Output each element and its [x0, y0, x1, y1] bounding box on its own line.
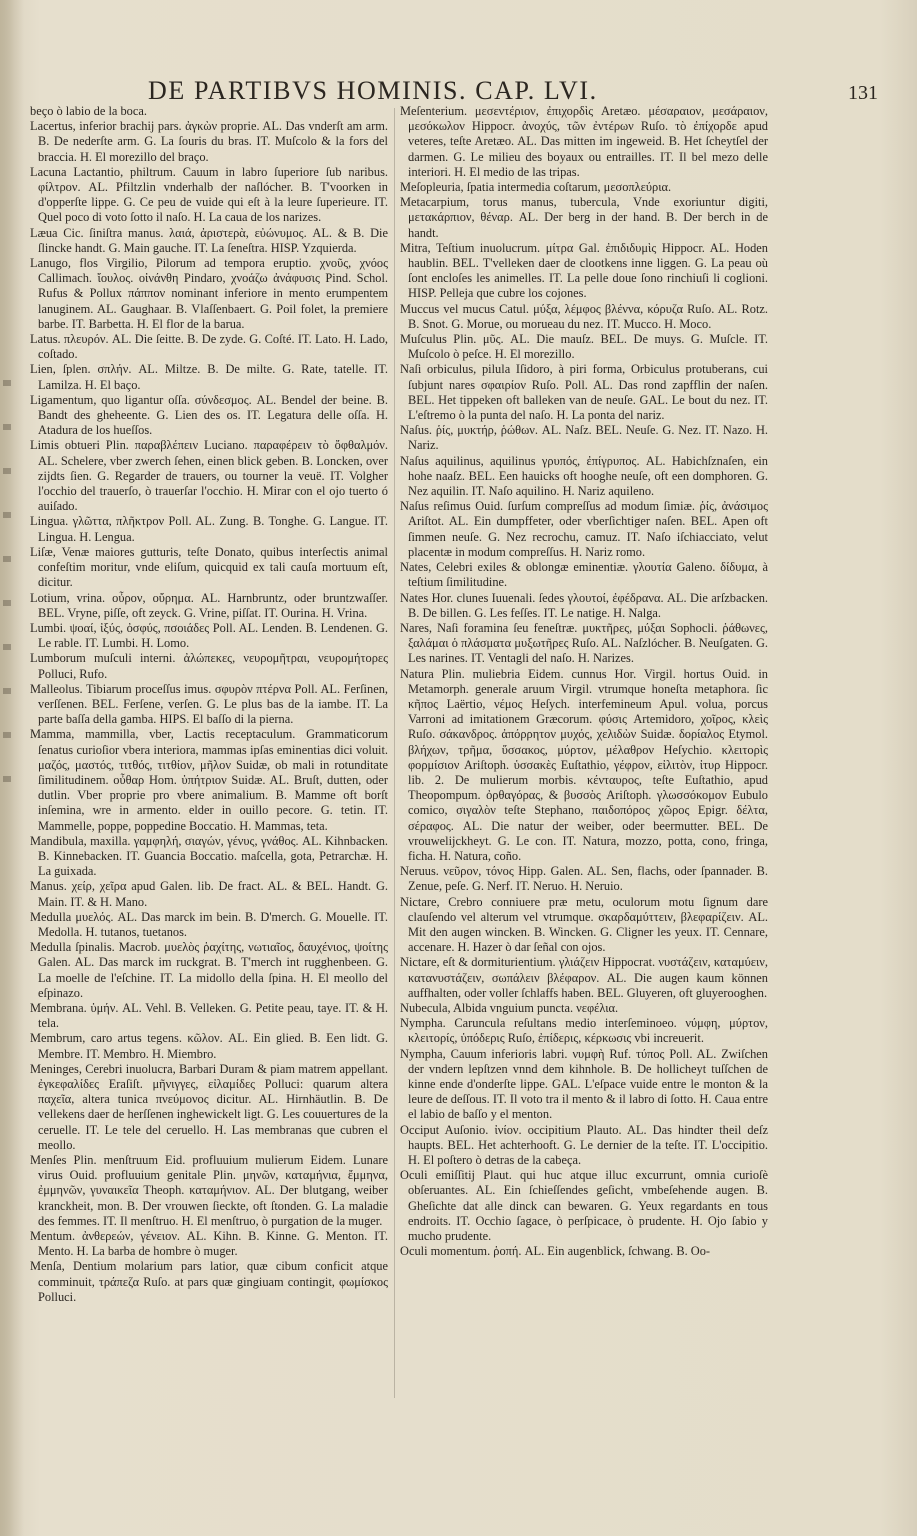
- dictionary-entry: Menſa, Dentium molarium pars latior, quæ cibum conficit atque comminuit, τράπεζα Ruſo. at pars quæ gingiuam contingit, φωμίσκος Polluci.: [30, 1259, 388, 1304]
- column-divider: [394, 108, 395, 1398]
- dictionary-entry: Læua Cic. ſiniſtra manus. λαιά, ἀριστερὰ, εὐώνυμος. AL. & B. Die ſlincke handt. G. Main gauche. IT. La ſeneſtra. HISP. Yzquierda.: [30, 225, 388, 255]
- left-margin-fragments: [0, 380, 14, 1080]
- dictionary-entry: Occiput Auſonio. ἰνίον. occipitium Plauto. AL. Das hindter theil deſz haupts. BEL. Het achterhooft. G. Le dernier de la teſte. IT. L'occipitio. H. El poſtero ò detras de la cabeça.: [400, 1122, 768, 1168]
- dictionary-entry: Nympha. Caruncula reſultans medio interſeminoeo. νύμφη, μύρτον, κλειτορίς, ὑπόδερις Ruſo, ἐπίδερις, κέρκωσις vbi increuerit.: [400, 1016, 768, 1046]
- dictionary-entry: Nubecula, Albida vnguium puncta. νεφέλια.: [400, 1000, 619, 1015]
- dictionary-entry: Nates, Celebri exiles & oblongæ eminentiæ. γλουτία Galeno. δίδυμα, à teſtium ſimilitudine.: [400, 560, 768, 590]
- dictionary-entry: Meninges, Cerebri inuolucra, Barbari Duram & piam matrem appellant. ἐγκεφαλίδες Eraſiſt. μῆνιγγες, εἰλαμίδες Polluci: quarum altera παχεῖα, altera tunica πνεύμονος dicitur. AL. Hirnhäutlin. B. De vellekens daer de herſſenen inghewickelt ligt. G. Les couuertures de la ceruelle. IT. Le tele del ceruello. H. Las membranas que cubren el meollo.: [30, 1061, 388, 1152]
- dictionary-entry: Naſus aquilinus, aquilinus γρυπός, ἐπίγρυπος. AL. Habichſznaſen, ein hohe naaſz. BEL. Een hauicks oft hooghe neuſe, oft een domphoren. G. Nez aquilin. IT. Naſo aquilino. H. Nariz aquileno.: [400, 453, 768, 499]
- running-title: DE PARTIBVS HOMINIS. CAP. LVI.: [148, 76, 598, 105]
- dictionary-entry: Mandibula, maxilla. γαμφηλή, σιαγών, γένυς, γνάθος. AL. Kihnbacken. B. Kinnebacken. IT. Guancia Boccatio. maſcella, gota, Petrarchæ. H. La guixada.: [30, 833, 388, 879]
- dictionary-entry: Medulla ſpinalis. Macrob. μυελὸς ῥαχίτης, νωτιαῖος, δαυχένιος, ψοίτης Galen. AL. Das marck im ruckgrat. B. T'merch int rugghenbeen. G. La moelle de l'eſchine. IT. La midollo della ſpina. H. El meollo del eſpinazo.: [30, 940, 388, 1000]
- dictionary-entry: Limis obtueri Plin. παραβλέπειν Luciano. παραφέρειν τὸ ὄφθαλμόν. AL. Schelere, vber zwerch ſehen, einen blick geben. B. Loncken, over zijdts ſien. G. Regarder de trauers, ou tourner la veuë. IT. Volgher l'occhio del trauerſo, ò trauerſar l'occhio. H. Mirar con el ojo tuerto ó auiſado.: [30, 438, 388, 514]
- dictionary-entry: Manus. χείρ, χεῖρα apud Galen. lib. De fract. AL. & BEL. Handt. G. Main. IT. & H. Mano.: [30, 879, 388, 909]
- dictionary-entry: Medulla μυελός. AL. Das marck im bein. B. D'merch. G. Mouelle. IT. Medolla. H. tutanos, tuetanos.: [30, 909, 388, 939]
- dictionary-entry: beço ò labio de la boca.: [30, 104, 147, 118]
- dictionary-entry: Mentum. ἀνθερεών, γένειον. AL. Kihn. B. Kinne. G. Menton. IT. Mento. H. La barba de hombre ò muger.: [30, 1229, 388, 1259]
- dictionary-entry: Natura Plin. muliebria Eidem. cunnus Hor. Virgil. hortus Ouid. in Metamorph. generale aruum Virgil. vtrumque honeſta metaphora. ſic κῆπος Laërtio, νέμος Heſych. interfemineum Apul. volua, porcus Varroni ad imitationem Græcorum. φύσις Artemidoro, χοῖρος, κλεὶς Ruſo. σάκανδρος. ἀπόρρητον μυχός, χελιδὼν Suidæ. δορίαλος Etymol. βλήχων, τρῆμα, ὕσσακος, μύρτον, μέλαθρον Heſychio. κλειτορὶς φορμίσιον Ariſtoph. ὑσσακὲς Euſtathio, γέφρον, εἰλιτὸν, ἰτυρ Hippocr. lib. 2. De mulierum morbis. κένταυρος, teſte Euſtathio, apud Theopompum. ὀρθαγόρας, & βυσσὸς Ariſtoph. γλωσσόκομον Eubulo comico, σιγαλὸν teſte Stephano, παιδοπόρος χῶρος Epigr. δέλτα, σέραφος. AL. Die natur der weiber, oder beermutter. BEL. De vrouwelijckheyt. G. Le con. IT. Natura, mozzo, potta, cono, fringa, ficha. H. Natura, coño.: [400, 666, 768, 863]
- dictionary-entry: Naſus. ῥίς, μυκτήρ, ῥώθων. AL. Naſz. BEL. Neuſe. G. Nez. IT. Nazo. H. Nariz.: [400, 423, 768, 453]
- dictionary-entry: Naſus reſimus Ouid. ſurſum compreſſus ad modum ſimiæ. ῥίς, ἀνάσιμος Ariſtot. AL. Ein dumpffeter, oder vberſichtiger naſen. BEL. Apen oft ſimmen neuſe. G. Nez recrochu, camuz. IT. Naſo iſchiacciato, velut placentæ in modum compreſſus. H. Nariz romo.: [400, 499, 768, 559]
- dictionary-entry: Meſopleuria, ſpatia intermedia coſtarum, μεσοπλεύρια.: [400, 180, 672, 195]
- dictionary-entry: Membrum, caro artus tegens. κῶλον. AL. Ein glied. B. Een lidt. G. Membre. IT. Membro. H. Miembro.: [30, 1031, 388, 1061]
- dictionary-entry: Lanugo, flos Virgilio, Pilorum ad tempora eruptio. χνοῦς, χνόος Callimach. ἴουλος. οἰνάνθη Pindaro, χνοάζω ἀνάφυσις Pind. Schol. Rufus & Pollux πάππον nominant inferiore in mento erumpentem lanuginem. AL. Gaughaar. B. Vlaſſenbaert. G. Poil folet, la premiere barbe. IT. Barbetta. H. El flor de la barua.: [30, 256, 388, 331]
- left-column: [30, 104, 388, 1494]
- dictionary-entry: Liſæ, Venæ maiores gutturis, teſte Donato, quibus interſectis animal confeſtim moritur, vnde eliſum, quicquid ex tali cauſa mortuum eſt, dicitur.: [30, 544, 388, 590]
- dictionary-entry: Ligamentum, quo ligantur oſſa. σύνδεσμος. AL. Bendel der beine. B. Bandt des gheheente. G. Lien des os. IT. Legatura delle oſſa. H. Atadura de los hueſſos.: [30, 392, 388, 438]
- dictionary-entry: Nictare, eſt & dormiturientium. γλιάζειν Hippocrat. νυστάζειν, καταμύειν, κατανυστάζειν, σωπάλειν βλέφαρον. AL. Die augen kaum können auffhalten, oder voller ſchlaffs haben. BEL. Gluyeren, oft gluyerooghen.: [400, 955, 768, 1000]
- dictionary-entry: Lumbi. ψοαί, ἰξύς, ὀσφύς, πσοιάδες Poll. AL. Lenden. B. Lendenen. G. Le rable. IT. Lumbi. H. Lomo.: [30, 620, 388, 651]
- dictionary-entry: Malleolus. Tibiarum proceſſus imus. σφυρὸν πτέρνα Poll. AL. Ferſinen, verſſenen. BEL. Ferſene, verſen. G. Le plus bas de la iambe. IT. La parte baſſa della gamba. HIPS. El baſſo di la pierna.: [30, 681, 388, 727]
- right-column: [400, 104, 768, 1494]
- dictionary-entry: Neruus. νεῦρον, τόνος Hipp. Galen. AL. Sen, flachs, oder ſpannader. B. Zenue, peſe. G. Nerf. IT. Neruo. H. Neruio.: [400, 864, 768, 894]
- dictionary-entry: Lumborum muſculi interni. ἀλώπεκες, νευρομῆτραι, νευρομήτορες Polluci, Rufo.: [30, 651, 388, 681]
- dictionary-entry: Latus. πλευρόν. AL. Die ſeitte. B. De zyde. G. Coſté. IT. Lato. H. Lado, coſtado.: [30, 332, 388, 362]
- dictionary-entry: Nares, Naſi foramina ſeu feneſtræ. μυκτῆρες, μύξαι Sophocli. ῥάθωνες, ξαλάμαι ὁ πλάσματα μυξωτῆρες Ruſo. AL. Naſzlócher. B. Neuſgaten. G. Les narines. IT. Ventagli del naſo. H. Narizes.: [400, 620, 768, 666]
- dictionary-entry: Lingua. γλῶττα, πλῆκτρον Poll. AL. Zung. B. Tonghe. G. Langue. IT. Lingua. H. Lengua.: [30, 514, 388, 544]
- dictionary-entry: Nates Hor. clunes Iuuenali. ſedes γλουτοί, ἐφέδρανα. AL. Die arſzbacken. B. De billen. G. Les feſſes. IT. Le natige. H. Nalga.: [400, 590, 768, 620]
- dictionary-entry: Lotium, vrina. οὖρον, οὔρημα. AL. Harnbruntz, oder bruntzwaſſer. BEL. Vryne, piſſe, oft zeyck. G. Vrine, piſſat. IT. Ourina. H. Vrina.: [30, 590, 388, 620]
- dictionary-entry: Lacertus, inferior brachij pars. ἀγκὼν proprie. AL. Das vnderſt am arm. B. De nederſte arm. G. La ſouris du bras. IT. Muſcolo & la fors del braccia. H. El morezillo del braço.: [30, 119, 388, 164]
- dictionary-entry: Menſes Plin. menſtruum Eid. profluuium mulierum Eidem. Lunare virus Ouid. profluuium genitale Plin. μηνῶν, καταμήνια, ἔμμηνα, ἐμμηνῶν, γυναικεῖα Theoph. καταμήνιον. AL. Der blutgang, weiber kranckheit, mon. B. Der vrouwen ſieckte, oft ſtonden. G. La maladie des femmes. IT. Il menſtruo. H. El menſtruo, ò purgation de la muger.: [30, 1153, 388, 1228]
- dictionary-entry: Oculi momentum. ῥοπή. AL. Ein augenblick, ſchwang. B. Oo-: [400, 1244, 711, 1259]
- dictionary-entry: Nictare, Crebro conniuere præ metu, oculorum motu ſignum dare clauſendo vel alterum vel vtrumque. σκαρδαμύττειν, βλεφαρίζειν. AL. Mit den augen wincken. B. Wincken. G. Cligner les yeux. IT. Cennare, accenare. H. Hazer ò dar ſeñal con ojos.: [400, 894, 768, 955]
- dictionary-entry: Muſculus Plin. μῦς. AL. Die mauſz. BEL. De muys. G. Muſcle. IT. Muſcolo ò peſce. H. El morezillo.: [400, 332, 768, 362]
- dictionary-entry: Mitra, Teſtium inuolucrum. μίτρα Gal. ἐπιδιδυμὶς Hippocr. AL. Hoden haublin. BEL. T'velleken daer de clootkens inne liggen. G. La peau où ſont encloſes les animelles. IT. La pelle doue ſono rinchiuſi li coglioni. HISP. Pelleja que cubre los cojones.: [400, 240, 768, 301]
- dictionary-entry: Muccus vel mucus Catul. μύξα, λέμφος βλέννα, κόρυζα Ruſo. AL. Rotz. B. Snot. G. Morue, ou morueau du nez. IT. Mucco. H. Moco.: [400, 301, 768, 331]
- dictionary-entry: Meſenterium. μεσεντέριον, ἐπιχορδὶς Aretæo. μέσαραιον, μεσάραιον, μεσόκωλον Hippocr. ἀνοχύς, τῶν ἐντέρων Ruſo. τὸ ἐπίχορδε apud veteres, teſte Aretæo. AL. Das mitten im ingeweid. B. Het ſcheytſel der darmen. G. Le milieu des boyaux ou entrailles. IT. Il bel mezo delle interiori. H. El medio de las tripas.: [400, 104, 768, 179]
- dictionary-entry: Lacuna Lactantio, philtrum. Cauum in labro ſuperiore ſub naribus. φίλτρον. AL. Pfiltzlin vnderhalb der naſlócher. B. T'voorken in d'opperſte lippe. G. Ce peu de vuide qui eſt à la leure ſuperieure. IT. Quel poco di voto ſotto il naſo. H. La caua de los narizes.: [30, 164, 388, 225]
- dictionary-entry: Nympha, Cauum inferioris labri. νυμφὴ Ruf. τύπος Poll. AL. Zwiſchen der vndern lepſtzen vnnd dem kihnhole. B. De hollicheyt tuſſchen de kinne ende d'onderſte lippe. GAL. L'eſpace vuide entre le monton & la leure de deſſous. IT. Il voto tra il mento & il labro di ſotto. H. Caua entre el labio de baſſo y el menton.: [400, 1046, 768, 1122]
- dictionary-entry: Membrana. ὑμήν. AL. Vehl. B. Velleken. G. Petite peau, taye. IT. & H. tela.: [30, 1000, 388, 1031]
- dictionary-entry: Naſi orbiculus, pilula Iſidoro, à piri forma, Orbiculus protuberans, cui ſubjunt nares σφαιρίον Ruſo. Poll. AL. Das rond zapfflin der naſen. BEL. Het tippeken oft balleken van de neuſe. GAL. Le bout du nez. IT. L'eſtremo ò la punta del naſo. H. La ponta del nariz.: [400, 362, 768, 423]
- dictionary-entry: Oculi emiſſitij Plaut. qui huc atque illuc excurrunt, omnia curioſè obſeruantes. AL. Ein ſchieſſendes geſicht, vmbeſehende augen. B. Gheſichte dat alle dinck can bewaren. G. Yeux regardants en tous endroits. IT. Occhio ſagace, ò perſpicace, ò prudente. H. Ojo ſabio y mucho prudente.: [400, 1168, 768, 1244]
- dictionary-entry: Mamma, mammilla, vber, Lactis receptaculum. Grammaticorum ſenatus curioſior vbera interiora, mammas ipſas eminentias dici voluit. μαζός, μαστός, τιτθός, τιτθίον, μῆλον Suidæ, ob mali in rotunditate ſimilitudinem. οὖθαρ Hom. ὑπήτριον Suidæ. AL. Bruſt, dutten, oder dutlin. Vber proprie pro vbere animalium. B. Mamme oft borſt inſemina, wre in armento. elder in ouillo pecore. G. tetin. IT. Mammelle, poppe, poppedine Boccatio. H. Mammas, teta.: [30, 727, 388, 833]
- page-number: 131: [848, 82, 878, 104]
- dictionary-entry: Lien, ſplen. σπλήν. AL. Miltze. B. De milte. G. Rate, tatelle. IT. Lamilza. H. El baço.: [30, 362, 388, 392]
- dictionary-entry: Metacarpium, torus manus, tubercula, Vnde exoriuntur digiti, μετακάρπιον, θέναρ. AL. Der berg in der hand. B. Der berch in de handt.: [400, 195, 768, 240]
